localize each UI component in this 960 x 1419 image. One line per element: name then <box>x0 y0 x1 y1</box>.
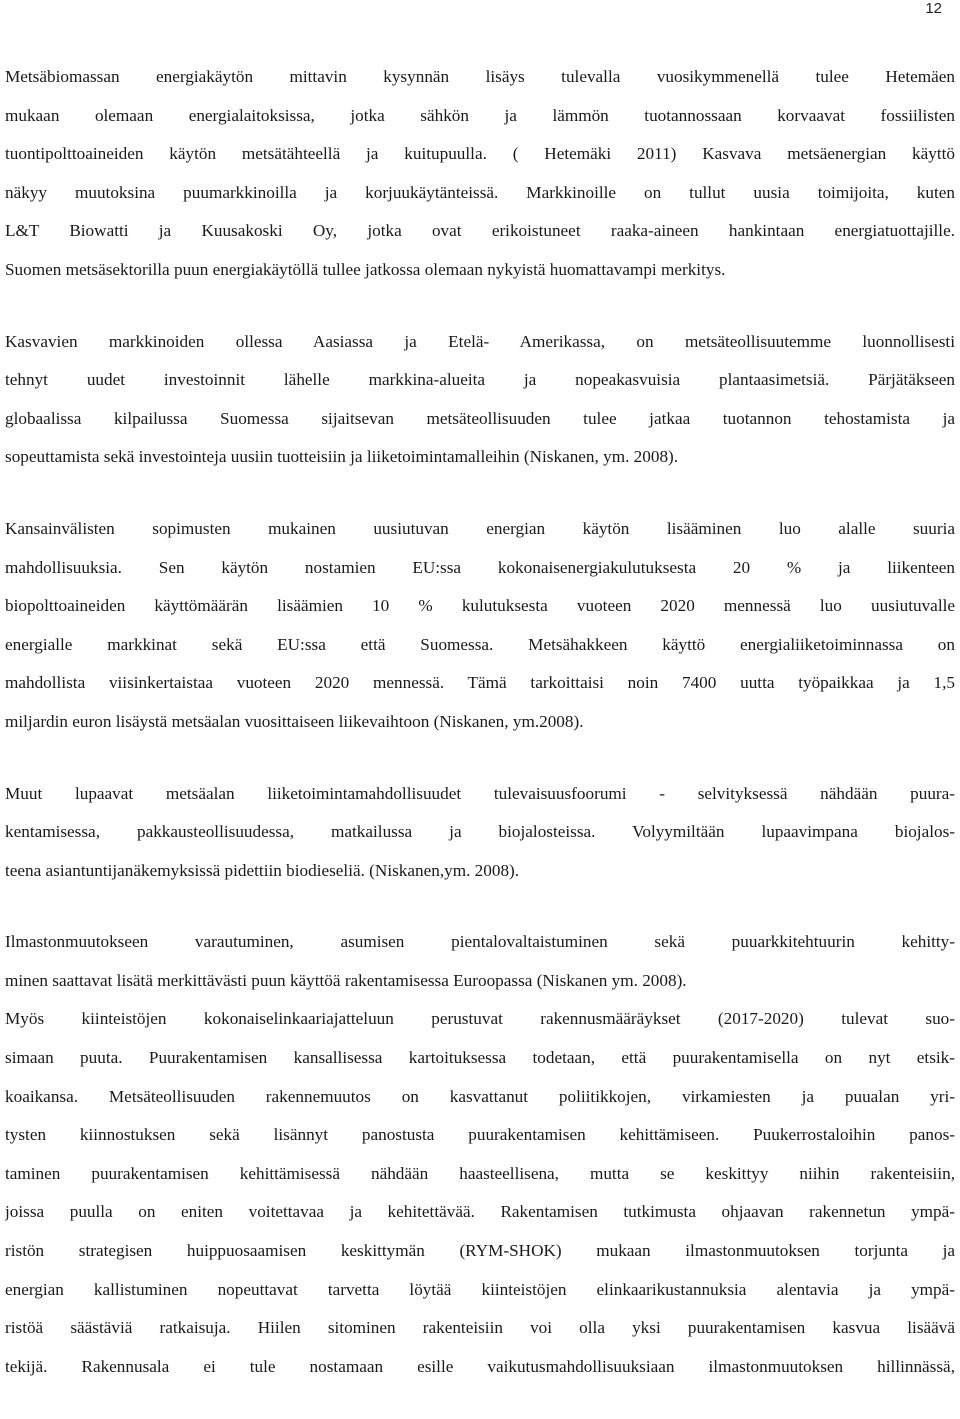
text-line: L&T Biowatti ja Kuusakoski Oy, jotka ovat erikoistuneet raaka-aineen hankintaan energiatuottajille. <box>5 221 955 241</box>
text-line: mukaan olemaan energialaitoksissa, jotka sähkön ja lämmön tuotannossaan korvaavat fossiilisten <box>5 105 955 125</box>
text-line: sopeuttamista sekä investointeja uusiin tuotteisiin ja liiketoimintamalleihin (Niskanen, ym. 2008). <box>5 447 679 467</box>
text-line: joissa puulla on eniten voitettavaa ja kehitettävää. Rakentamisen tutkimusta ohjaavan rakennetun ympä- <box>5 1202 955 1222</box>
text-line: simaan puuta. Puurakentamisen kansallisessa kartoituksessa todetaan, että puurakentamisella on nyt etsik- <box>5 1048 955 1068</box>
text-line: Suomen metsäsektorilla puun energiakäytöllä tullee jatkossa olemaan nykyistä huomattavampi merkitys. <box>5 259 726 279</box>
text-line: Myös kiinteistöjen kokonaiselinkaariajatteluun perustuvat rakennusmääräykset (2017-2020) tulevat suo- <box>5 1009 955 1029</box>
text-line: Ilmastonmuutokseen varautuminen, asumisen pientalovaltaistuminen sekä puuarkkitehtuurin kehitty- <box>5 932 955 952</box>
text-line: ristön strategisen huippuosaamisen keskittymän (RYM-SHOK) mukaan ilmastonmuutoksen torjunta ja <box>5 1241 955 1261</box>
text-line: tekijä. Rakennusala ei tule nostamaan esille vaikutusmahdollisuuksiaan ilmastonmuutoksen hillinnässä, <box>5 1356 955 1376</box>
paragraph-4 <box>5 775 955 891</box>
text-line: energian kallistuminen nopeuttavat tarvetta löytää kiinteistöjen elinkaarikustannuksia alentavia ja ympä- <box>5 1279 955 1299</box>
paragraph-5 <box>5 923 955 1386</box>
document-body <box>5 58 955 1419</box>
paragraph-1 <box>5 58 955 290</box>
paragraph-2 <box>5 323 955 477</box>
text-line: Kasvavien markkinoiden ollessa Aasiassa ja Etelä- Amerikassa, on metsäteollisuutemme luonnollisesti <box>5 331 955 351</box>
text-line: taminen puurakentamisen kehittämisessä nähdään haasteellisena, mutta se keskittyy niihin rakenteisiin, <box>5 1163 955 1183</box>
text-line: tysten kiinnostuksen sekä lisännyt panostusta puurakentamisen kehittämiseen. Puukerrostaloihin panos- <box>5 1125 955 1145</box>
text-line: Kansainvälisten sopimusten mukainen uusiutuvan energian käytön lisääminen luo alalle suuria <box>5 518 955 538</box>
paragraph-3 <box>5 510 955 742</box>
text-line: tuontipolttoaineiden käytön metsätähteellä ja kuitupuulla. ( Hetemäki 2011) Kasvava metsäenergian käyttö <box>5 144 955 164</box>
page-number: 12 <box>925 0 942 17</box>
text-line: näkyy muutoksina puumarkkinoilla ja korjuukäytänteissä. Markkinoille on tullut uusia toimijoita, kuten <box>5 182 955 202</box>
text-line: teena asiantuntijanäkemyksissä pidettiin biodieseliä. (Niskanen,ym. 2008). <box>5 860 520 880</box>
text-line: energialle markkinat sekä EU:ssa että Suomessa. Metsähakkeen käyttö energialiiketoiminnassa on <box>5 634 955 654</box>
text-line: mahdollisuuksia. Sen käytön nostamien EU:ssa kokonaisenergiakulutuksesta 20 % ja liikenteen <box>5 557 955 577</box>
text-line: mahdollista viisinkertaistaa vuoteen 2020 mennessä. Tämä tarkoittaisi noin 7400 uutta työpaikkaa ja 1,5 <box>5 673 955 693</box>
text-line: ristöä säästäviä ratkaisuja. Hiilen sitominen rakenteisiin voi olla yksi puurakentamisen kasvua lisäävä <box>5 1318 955 1338</box>
text-line: minen saattavat lisätä merkittävästi puun käyttöä rakentamisessa Euroopassa (Niskanen ym. 2008). <box>5 970 687 990</box>
text-line: koaikansa. Metsäteollisuuden rakennemuutos on kasvattanut poliitikkojen, virkamiesten ja puualan yri- <box>5 1086 955 1106</box>
text-line: tehnyt uudet investoinnit lähelle markkina-alueita ja nopeakasvuisia plantaasimetsiä. Pärjätäkseen <box>5 370 955 390</box>
text-line: Metsäbiomassan energiakäytön mittavin kysynnän lisäys tulevalla vuosikymmenellä tulee Hetemäen <box>5 67 955 86</box>
text-line: globaalissa kilpailussa Suomessa sijaitsevan metsäteollisuuden tulee jatkaa tuotannon tehostamista ja <box>5 408 955 428</box>
text-line: miljardin euron lisäystä metsäalan vuosittaiseen liikevaihtoon (Niskanen, ym.2008). <box>5 711 584 731</box>
text-line: biopolttoaineiden käyttömäärän lisäämien 10 % kulutuksesta vuoteen 2020 mennessä luo uusiutuvalle <box>5 596 955 616</box>
text-line: Muut lupaavat metsäalan liiketoimintamahdollisuudet tulevaisuusfoorumi - selvityksessä nähdään puura- <box>5 783 955 803</box>
text-line: kentamisessa, pakkausteollisuudessa, matkailussa ja biojalosteissa. Volyymiltään lupaavimpana biojalos- <box>5 822 955 842</box>
